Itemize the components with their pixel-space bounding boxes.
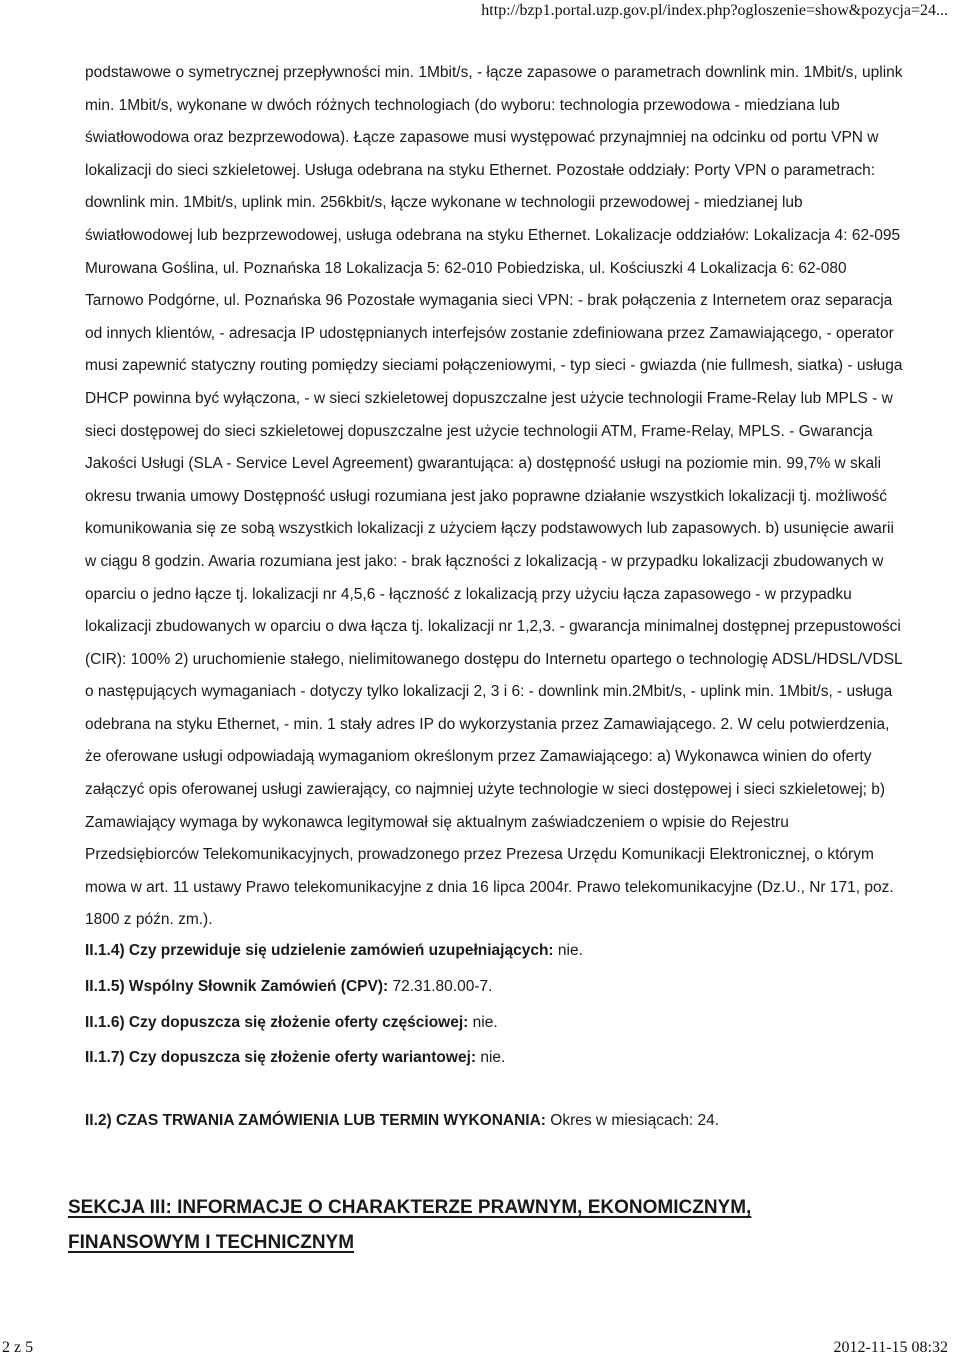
section-heading: SEKCJA III: INFORMACJE O CHARAKTERZE PRAWNYM, EKONOMICZNYM, FINANSOWYM I TECHNICZNYM [68, 1197, 752, 1253]
print-timestamp: 2012-11-15 08:32 [833, 1339, 948, 1356]
item-label: II.1.4) Czy przewiduje się udzielenie zamówień uzupełniających: [85, 942, 554, 960]
item-value: Okres w miesiącach: 24. [545, 1112, 720, 1130]
item-value: nie. [553, 942, 583, 960]
section-item-supplementary-orders [85, 941, 905, 961]
item-label: II.2) CZAS TRWANIA ZAMÓWIENIA LUB TERMIN WYKONANIA: [85, 1112, 546, 1130]
page-number: 2 z 5 [2, 1339, 34, 1356]
item-value: nie. [468, 1014, 498, 1032]
section-item-cpv [85, 977, 905, 997]
item-value: nie. [476, 1049, 506, 1067]
section-item-duration [85, 1111, 905, 1131]
item-value: 72.31.80.00-7. [388, 978, 493, 996]
item-label: II.1.7) Czy dopuszcza się złożenie oferty wariantowej: [85, 1049, 477, 1067]
item-label: II.1.5) Wspólny Słownik Zamówień (CPV): [85, 978, 389, 996]
section-item-variant-offer [85, 1048, 905, 1068]
document-content [85, 57, 905, 1131]
page-url-header: http://bzp1.portal.uzp.gov.pl/index.php?ogloszenie=show&pozycja=24... [481, 2, 948, 19]
section-item-partial-offer [85, 1013, 905, 1033]
item-label: II.1.6) Czy dopuszcza się złożenie oferty częściowej: [85, 1014, 469, 1032]
requirements-paragraph: podstawowe o symetrycznej przepływności min. 1Mbit/s, - łącze zapasowe o parametrach downlink min. 1Mbit/s, uplink min. 1Mbit/s, wykonane w dwóch różnych technologiach (do wyboru: technologia przewodowa - miedziana lub światłowodowa oraz bezprzewodowa). Łącze zapasowe musi występować przynajmniej na odcinku od portu VPN w lokalizacji do sieci szkieletowej. Usługa odebrana na styku Ethernet. Pozostałe oddziały: Porty VPN o parametrach: downlink min. 1Mbit/s, uplink min. 256kbit/s, łącze wykonane w technologii przewodowej - miedzianej lub światłowodowej lub bezprzewodowej, usługa odebrana na styku Ethernet. Lokalizacje oddziałów: Lokalizacja 4: 62-095 Murowana Goślina, ul. Poznańska 18 Lokalizacja 5: 62-010 Pobiedziska, ul. Kościuszki 4 Lokalizacja 6: 62-080 Tarnowo Podgórne, ul. Poznańska 96 Pozostałe wymagania sieci VPN: - brak połączenia z Internetem oraz separacja od innych klientów, - adresacja IP udostępnianych interfejsów zostanie zdefiniowana przez Zamawiającego, - operator musi zapewnić statyczny routing pomiędzy sieciami połączeniowymi, - typ sieci - gwiazda (nie fullmesh, siatka) - usługa DHCP powinna być wyłączona, - w sieci szkieletowej dopuszczalne jest użycie technologii Frame-Relay lub MPLS - w sieci dostępowej do sieci szkieletowej dopuszczalne jest użycie technologii ATM, Frame-Relay, MPLS. - Gwarancja Jakości Usługi (SLA - Service Level Agreement) gwarantująca: a) dostępność usługi na poziomie min. 99,7% w skali okresu trwania umowy Dostępność usługi rozumiana jest jako poprawne działanie wszystkich lokalizacji tj. możliwość komunikowania się ze sobą wszystkich lokalizacji z użyciem łączy podstawowych lub zapasowych. b) usunięcie awarii w ciągu 8 godzin. Awaria rozumiana jest jako: - brak łączności z lokalizacją - w przypadku lokalizacji zbudowanych w oparciu o jedno łącze tj. lokalizacji nr 4,5,6 - łączność z lokalizacją przy użyciu łącza zapasowego - w przypadku lokalizacji zbudowanych w oparciu o dwa łącza tj. lokalizacji nr 1,2,3. - gwarancja minimalnej dostępnej przepustowości (CIR): 100% 2) uruchomienie stałego, nielimitowanego dostępu do Internetu opartego o technologię ADSL/HDSL/VDSL o następujących wymaganiach - dotyczy tylko lokalizacji 2, 3 i 6: - downlink min.2Mbit/s, - uplink min. 1Mbit/s, - usługa odebrana na styku Ethernet, - min. 1 stały adres IP do wykorzystania przez Zamawiającego. 2. W celu potwierdzenia, że oferowane usługi odpowiadają wymaganiom określonym przez Zamawiającego: a) Wykonawca winien do oferty załączyć opis oferowanej usługi zawierający, co najmniej użyte technologie w sieci dostępowej i sieci szkieletowej; b) Zamawiający wymaga by wykonawca legitymował się aktualnym zaświadczeniem o wpisie do Rejestru Przedsiębiorców Telekomunikacyjnych, prowadzonego przez Prezesa Urzędu Komunikacji Elektronicznej, o którym mowa w art. 11 ustawy Prawo telekomunikacyjne z dnia 16 lipca 2004r. Prawo telekomunikacyjne (Dz.U., Nr 171, poz. 1800 z późn. zm.). [85, 64, 903, 929]
